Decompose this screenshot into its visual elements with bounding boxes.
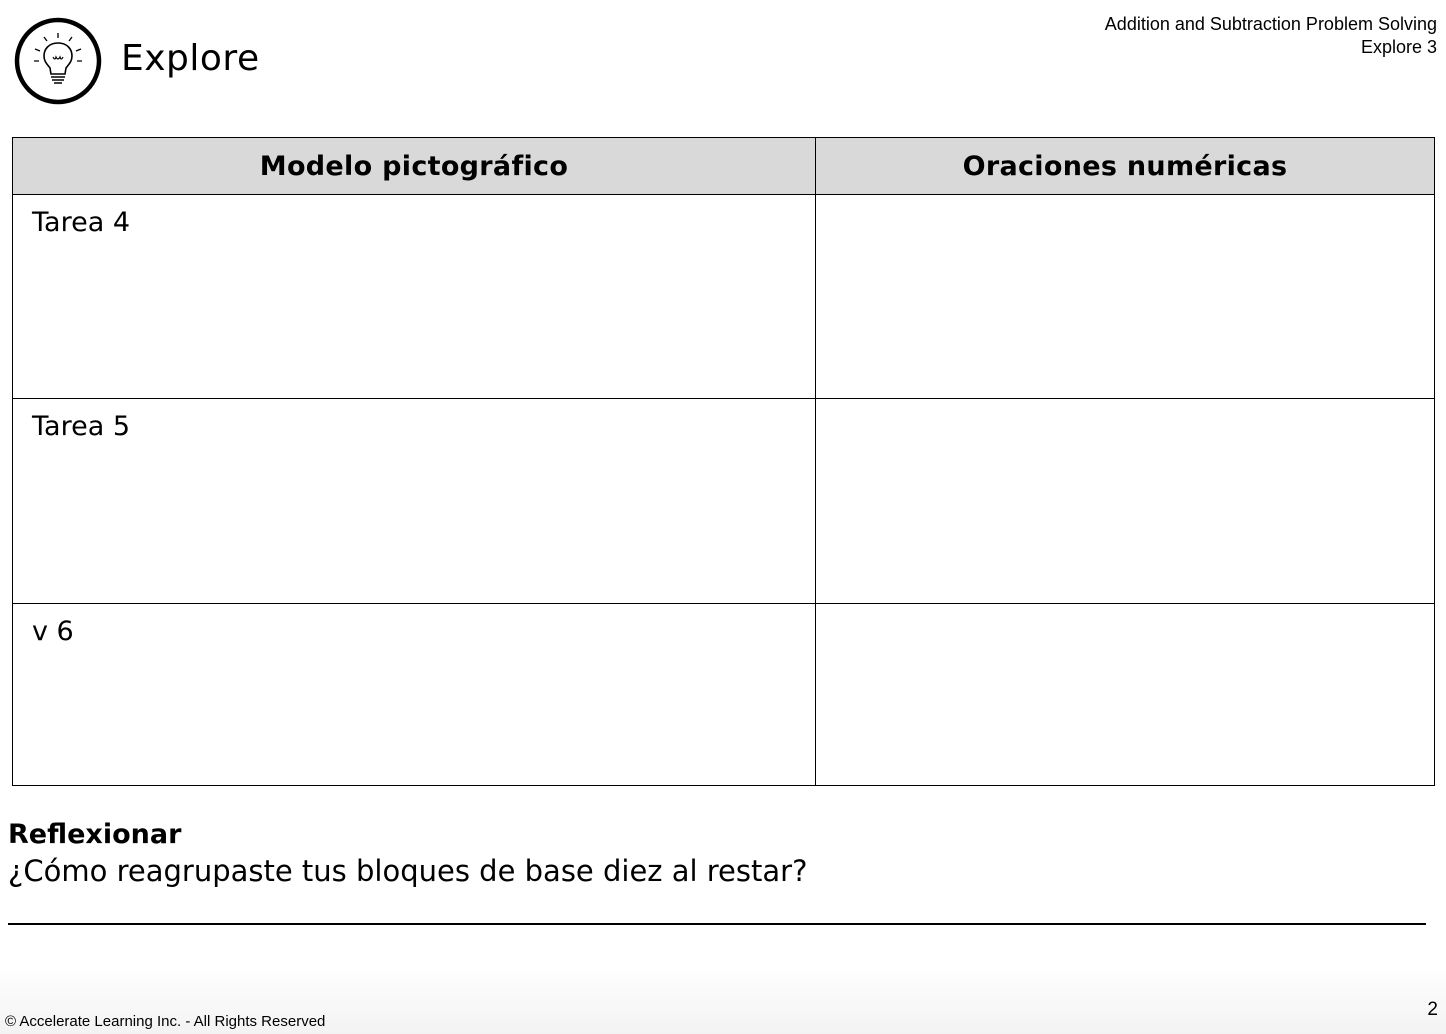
picture-model-cell[interactable] (13, 195, 816, 399)
table-row (13, 604, 1435, 786)
copyright-text: © Accelerate Learning Inc. - All Rights Reserved (5, 1013, 326, 1030)
column-header-picture-model: Modelo pictográfico (13, 138, 816, 195)
number-sentence-cell[interactable] (816, 399, 1435, 604)
task-label: Tarea 5 (32, 411, 130, 442)
lesson-title: Explore 3 (1360, 37, 1437, 57)
table-row (13, 399, 1435, 604)
document-header (1105, 13, 1437, 59)
task-label: Tarea 4 (32, 207, 130, 238)
section-title: Explore (121, 38, 260, 79)
task-label: v 6 (32, 616, 74, 647)
column-header-number-sentences: Oraciones numéricas (816, 138, 1435, 195)
page-number: 2 (1427, 999, 1438, 1020)
answer-line[interactable] (8, 923, 1426, 925)
number-sentence-cell[interactable] (816, 195, 1435, 399)
picture-model-cell[interactable] (13, 399, 816, 604)
table-header-row (13, 138, 1435, 195)
unit-title: Addition and Subtraction Problem Solving (1104, 14, 1437, 34)
reflect-question: ¿Cómo reagrupaste tus bloques de base diez al restar? (8, 854, 808, 888)
picture-model-cell[interactable] (13, 604, 816, 786)
table-row (13, 195, 1435, 399)
reflect-heading: Reflexionar (8, 819, 182, 850)
lightbulb-icon (14, 17, 102, 105)
worksheet-table (12, 137, 1435, 786)
number-sentence-cell[interactable] (816, 604, 1435, 786)
